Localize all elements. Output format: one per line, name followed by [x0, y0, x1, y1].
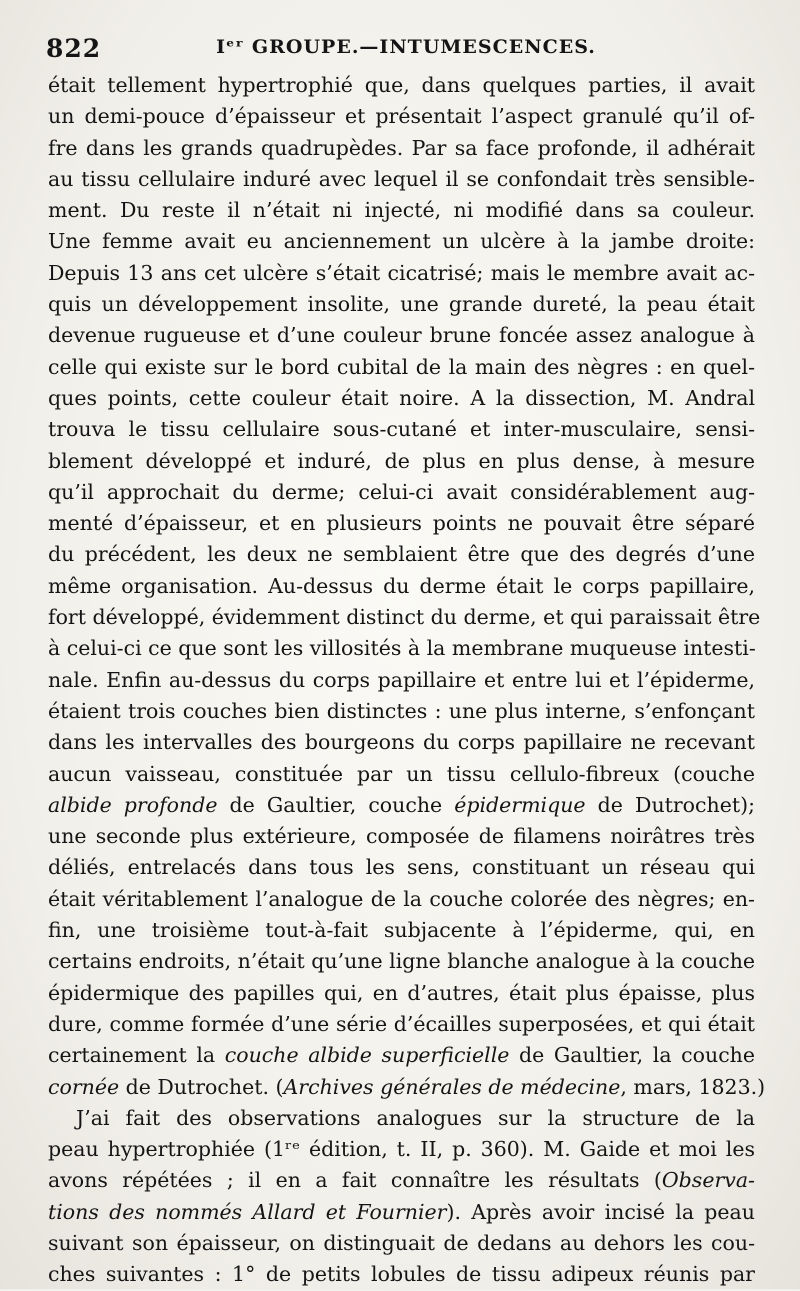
text-line — [48, 852, 755, 883]
text-line — [48, 915, 755, 946]
italic-text: épidermique — [454, 792, 586, 817]
text-run: une seconde plus extérieure, composée de filamens noirâtres très — [48, 824, 755, 849]
text-run: était véritablement l’analogue de la couche colorée des nègres; en- — [48, 886, 755, 911]
text-line — [48, 571, 755, 602]
text-run: au tissu cellulaire induré avec lequel il se confondait très sensible- — [48, 166, 755, 191]
text-line — [48, 790, 755, 821]
text-run: avons répétées ; il en a fait connaître les résultats ( — [48, 1168, 662, 1193]
text-run: fin, une troisième tout-à-fait subjacente à l’épiderme, qui, en — [48, 918, 755, 943]
text-run: ). Après avoir incisé la peau — [446, 1199, 755, 1224]
text-run: ment. Du reste il n’était ni injecté, ni modifié dans sa couleur. — [48, 198, 755, 223]
text-run: Une femme avait eu anciennement un ulcère à la jambe droite: — [48, 229, 755, 254]
text-run: ques points, cette couleur était noire. A la dissection, M. Andral — [48, 385, 755, 410]
text-line — [48, 1165, 755, 1196]
text-run: celle qui existe sur le bord cubital de la main des nègres : en quel- — [48, 354, 755, 379]
text-run: épidermique des papilles qui, en d’autres, était plus épaisse, plus — [48, 980, 755, 1005]
text-run: qu’il approchait du derme; celui-ci avait considérablement aug- — [48, 479, 755, 504]
text-line — [48, 133, 755, 164]
text-run: certainement la — [48, 1043, 225, 1068]
text-line — [48, 539, 755, 570]
text-line — [48, 1197, 755, 1228]
text-line — [48, 633, 755, 664]
text-run: du précédent, les deux ne semblaient être que des degrés d’une — [48, 542, 755, 567]
text-line — [48, 446, 755, 477]
text-line — [48, 258, 755, 289]
italic-text: couche albide superficielle — [224, 1043, 510, 1068]
text-run: peau hypertrophiée (1ʳᵉ édition, t. II, p. 360). M. Gaide et moi les — [48, 1137, 755, 1162]
text-run: menté d’épaisseur, et en plusieurs points ne pouvait être séparé — [48, 511, 755, 536]
text-run: de Dutrochet. ( — [119, 1074, 284, 1099]
text-run: dure, comme formée d’une série d’écailles superposées, et qui était — [48, 1011, 755, 1036]
text-run: étaient trois couches bien distinctes : une plus interne, s’enfonçant — [48, 698, 755, 723]
text-line — [48, 602, 761, 633]
text-run: à celui-ci ce que sont les villosités à la membrane muqueuse intesti- — [48, 636, 756, 661]
text-line — [48, 320, 755, 351]
italic-text: Archives générales de médecine — [283, 1074, 621, 1099]
text-line — [48, 70, 755, 101]
text-line — [48, 1228, 755, 1259]
text-run: Depuis 13 ans cet ulcère s’était cicatrisé; mais le membre avait ac- — [48, 260, 755, 285]
text-run: fre dans les grands quadrupèdes. Par sa face profonde, il adhérait — [48, 135, 755, 160]
text-run: suivant son épaisseur, on distinguait de dedans au dehors les cou- — [48, 1230, 755, 1255]
text-run: , mars, 1823.) — [620, 1074, 766, 1099]
text-line — [48, 1072, 766, 1103]
text-run: aucun vaisseau, constituée par un tissu cellulo-fibreux (couche — [48, 761, 755, 786]
text-run: J’ai fait des observations analogues sur la structure de la — [76, 1105, 755, 1130]
text-line — [48, 1259, 755, 1290]
italic-text: cornée — [48, 1074, 120, 1099]
running-head: Iᵉʳ GROUPE.—INTUMESCENCES. — [216, 36, 596, 58]
text-line — [48, 508, 755, 539]
text-line — [48, 226, 755, 257]
page-header — [46, 30, 766, 70]
text-line — [48, 1103, 755, 1134]
text-run: blement développé et induré, de plus en plus dense, à mesure — [48, 448, 755, 473]
text-line — [48, 1040, 755, 1071]
text-run: trouva le tissu cellulaire sous-cutané et inter-musculaire, sensi- — [48, 417, 755, 442]
italic-text: tions des nommés Allard et Fournier — [48, 1199, 447, 1224]
text-line — [48, 978, 755, 1009]
text-line — [48, 414, 755, 445]
text-run: un demi-pouce d’épaisseur et présentait l’aspect granulé qu’il of- — [48, 104, 755, 129]
body-text — [48, 70, 766, 1291]
text-run: était tellement hypertrophié que, dans quelques parties, il avait — [48, 73, 755, 97]
text-run: nale. Enfin au-dessus du corps papillaire et entre lui et l’épiderme, — [48, 667, 755, 692]
text-run: déliés, entrelacés dans tous les sens, constituant un réseau qui — [48, 855, 755, 880]
text-line — [48, 1009, 755, 1040]
text-run: certains endroits, n’était qu’une ligne blanche analogue à la couche — [48, 949, 756, 974]
text-run: dans les intervalles des bourgeons du corps papillaire ne recevant — [48, 730, 755, 755]
italic-text: albide profonde — [48, 792, 218, 817]
text-run: ches suivantes : 1° de petits lobules de tissu adipeux réunis par — [48, 1262, 755, 1287]
italic-text: Observa- — [661, 1168, 755, 1193]
text-line — [48, 164, 755, 195]
text-run: de Dutrochet); — [585, 792, 755, 817]
text-line — [48, 352, 755, 383]
text-line — [48, 884, 755, 915]
text-line — [48, 477, 755, 508]
text-run: quis un développement insolite, une grande dureté, la peau était — [48, 292, 755, 317]
text-line — [48, 383, 755, 414]
text-line — [48, 1134, 755, 1165]
text-line — [48, 696, 755, 727]
text-line — [48, 821, 755, 852]
text-line — [48, 759, 755, 790]
page-number: 822 — [46, 34, 102, 63]
text-run: fort développé, évidemment distinct du derme, et qui paraissait être — [48, 605, 761, 630]
text-line — [48, 195, 755, 226]
text-line — [48, 101, 755, 132]
text-line — [48, 946, 755, 977]
text-run: même organisation. Au-dessus du derme était le corps papillaire, — [48, 573, 755, 598]
text-run: de Gaultier, la couche — [509, 1043, 756, 1068]
text-line — [48, 289, 755, 320]
text-run: de Gaultier, couche — [217, 792, 455, 817]
text-line — [48, 727, 755, 758]
text-run: devenue rugueuse et d’une couleur brune foncée assez analogue à — [48, 323, 755, 348]
text-line — [48, 665, 755, 696]
